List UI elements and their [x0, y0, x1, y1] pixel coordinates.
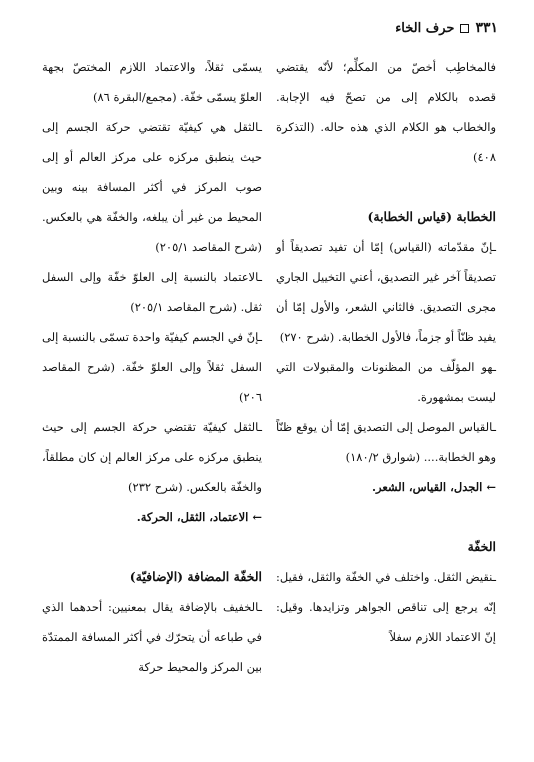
paragraph: فالمخاطِب أخصّ من المكلِّم؛ لأنّه يقتضي قصده بالكلام إلى من تصحّ فيه الإجابة. والخطاب هو الكلام الذي هذه حاله. (التذكرة ٤٠٨) — [276, 60, 496, 164]
page-number: ٣٣١ — [475, 20, 498, 36]
chapter-title: حرف الخاء — [395, 20, 455, 36]
paragraph: ـالاعتماد بالنسبة إلى العلوّ خفّة وإلى السفل ثقل. (شرح المقاصد ٢٠٥/١) — [42, 270, 262, 314]
entry-heading: الخطابة (قياس الخطابة) — [367, 209, 496, 224]
paragraph: ـنقيض الثقل. واختلف في الخفّة والثقل، فقيل: إنّه يرجع إلى تناقص الجواهر وتزايدها. وقيل: إنّ الاعتماد اللازم سفلاً — [276, 570, 496, 644]
paragraph: ـالقياس الموصل إلى التصديق إمّا أن يوقع ظنّاً وهو الخطابة.... (شوارق ١٨٠/٢) — [276, 420, 496, 464]
entry-heading: الخفّة — [467, 539, 496, 554]
paragraph: ـالثقل هي كيفيّة تقتضي حركة الجسم إلى حيث ينطبق مركزه على مركز العالم أو إلى صوب المركز في أكثر المسافة بينه وبين المحيط من غير أن يبلغه، والخفّة هي بالعكس. (شرح المقاصد ٢٠٥/١) — [42, 120, 262, 254]
paragraph: يسمّى ثقلاً، والاعتماد اللازم المختصّ بجهة العلوّ يسمّى خفّة. (مجمع/البقرة ٨٦) — [42, 60, 262, 104]
paragraph: ـإنّ مقدّماته (القياس) إمّا أن تفيد تصديقاً أو تصديقاً آخر غير التصديق، أعني التخييل الجاري مجرى التصديق. فالثاني الشعر، والأول إمّا أن يفيد ظنّاً أو جزماً، فالأول الخطابة. (شرح ٢٧٠) — [276, 240, 496, 344]
paragraph: ـهو المؤلّف من المظنونات والمقبولات التي ليست بمشهورة. — [276, 360, 496, 404]
entry-heading: الخفّة المضافة (الإضافيّة) — [129, 569, 262, 584]
paragraph: ـإنّ في الجسم كيفيّة واحدة تسمّى بالنسبة إلى السفل ثقلاً وإلى العلوّ خفّة. (شرح المقاصد ٢٠٦) — [42, 330, 262, 404]
see-also: ← الجدل، القياس، الشعر. — [372, 480, 496, 494]
square-icon — [460, 24, 469, 33]
page-header — [36, 16, 498, 40]
left-column — [42, 52, 262, 682]
right-column — [276, 52, 496, 652]
paragraph: ـالخفيف بالإضافة يقال بمعنيين: أحدهما الذي في طباعه أن يتحرّك في أكثر المسافة الممتدّة بين المركز والمحيط حركة — [42, 600, 262, 674]
paragraph: ـالثقل كيفيّة تقتضي حركة الجسم إلى حيث ينطبق مركزه على مركز العالم إن كان مطلقاً، والخفّة بالعكس. (شرح ٢٣٢) — [42, 420, 262, 494]
see-also: ← الاعتماد، الثقل، الحركة. — [136, 510, 262, 524]
